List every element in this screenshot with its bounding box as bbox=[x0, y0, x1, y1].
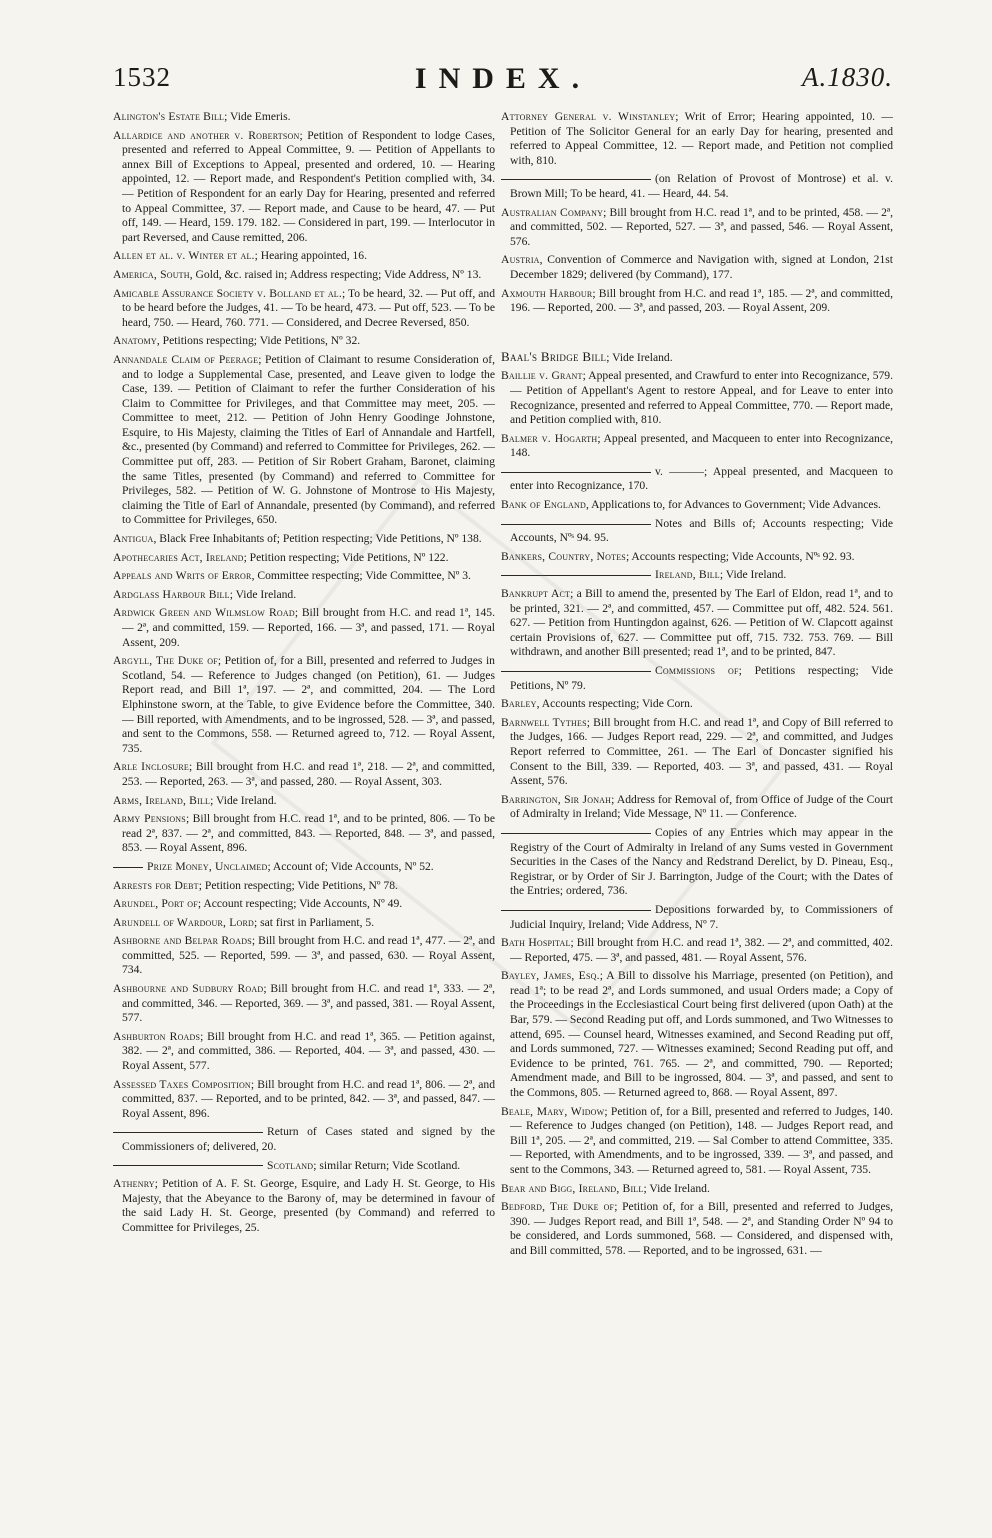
index-entry bbox=[501, 826, 893, 899]
index-entry bbox=[501, 172, 893, 201]
index-columns bbox=[113, 110, 905, 1520]
entry-heading: Alington's Estate Bill bbox=[113, 110, 225, 123]
ditto-rule bbox=[113, 1165, 263, 1166]
index-entry bbox=[113, 760, 495, 789]
index-entry bbox=[113, 794, 495, 809]
entry-text: ; Petition of Respondent to lodge Cases, presented and referred to Appeal Committee, 9. — Petition of Appellants to annex Bill of Exceptions to Appeal, presented and ordered, 10. — Hearing appointed, 12. — Report made, and Respondent's Petition complied with, 34. — Petition of Respondent for an early Day for Hearing, presented and referred to Appeal Committee, 37. — Report made, and Cause to be heard, 47. — Put off, 149. — Heard, 159. 179. 182. — Considered in part, 199. — Interlocutor in part Reversed, and Cause remitted, 206. bbox=[122, 128, 495, 244]
entry-heading: Bank of England bbox=[501, 498, 586, 512]
index-entry bbox=[113, 879, 495, 894]
entry-heading: Ashburton Roads bbox=[113, 1029, 201, 1043]
index-entry bbox=[113, 569, 495, 584]
entry-text: Copies of any Entries which may appear in the Registry of the Court of Admiralty in Ireland of any Sums vested in Government Securities in the Cases of the Nancy and Redstrand Derelict, by D. Pineau, Esq., Registrar, or by Order of Sir J. Barrington, Judge of the Court; with the Dates of the Entries; ordered, 736. bbox=[510, 825, 893, 898]
entry-heading: Scotland bbox=[267, 1158, 314, 1172]
entry-text: ; Vide Ireland. bbox=[606, 350, 673, 364]
entry-heading: Austria bbox=[501, 253, 540, 267]
entry-heading: Amicable Assurance Society v. Bolland et al. bbox=[113, 286, 342, 300]
entry-text: , Gold, &c. raised in; Address respecting; Vide Address, Nº 13. bbox=[189, 267, 482, 281]
index-entry bbox=[113, 1177, 495, 1235]
entry-heading: Commissions of bbox=[655, 664, 739, 677]
entry-text: ; Hearing appointed, 16. bbox=[254, 249, 368, 263]
entry-text: ; A Bill to dissolve his Marriage, presented (on Petition), and read 1ª; to be read 2ª, and Lords summoned, and usual Orders made; a Copy of the Proceedings in the Ecclesiastical Court being first delivered (upon Oath) at the Bar, 579. — Second Reading put off, and Lords summoned, and Two Witnesses to attend, 695. — Counsel heard, Witnesses examined, and Second Reading put off, and Lords summoned, 727. — Witnesses examined; Second Reading put off, and Evidence to be printed, 761. 765. — 2ª, and committed, 790. — Reported; Amendment made, and Bill to be ingrossed, 804. — 3ª, and passed, and sent to the Commons, 805. — Returned agreed to, 868. — Royal Assent, 897. bbox=[510, 969, 893, 1100]
entry-text: ; Accounts respecting; Vide Accounts, Nºˢ 92. 93. bbox=[625, 549, 855, 563]
index-entry bbox=[501, 936, 893, 965]
left-column bbox=[113, 110, 495, 1520]
index-entry bbox=[113, 812, 495, 856]
entry-text: ; Vide Emeris. bbox=[224, 110, 291, 123]
page-number: 1532 bbox=[113, 62, 171, 92]
entry-text: ; Bill brought from H.C. and read 1ª, 365. — Petition against, 382. — 2ª, and committed, 386. — Reported, 404. — 3ª, and passed, 430. — Royal Assent, 577. bbox=[122, 1029, 495, 1073]
entry-text: ; Petition of A. F. St. George, Esquire, and Lady H. St. George, to His Majesty, that the Abeyance to the Barony of, may be determined in favour of the said Lady H. St. George, presented (by Command) and referred to Committee for Privileges, 25. bbox=[122, 1177, 495, 1234]
entry-heading: Bear and Bigg, Ireland, Bill bbox=[501, 1181, 644, 1195]
ditto-rule bbox=[113, 867, 143, 868]
entry-heading: Baillie v. Grant bbox=[501, 369, 583, 383]
entry-heading: Appeals and Writs of Error bbox=[113, 569, 252, 583]
entry-text: ; Bill brought from H.C. and read 1ª, 477. — 2ª, and committed, 525. — Reported, 599. — 3ª, and passed, 630. — Royal Assent, 734. bbox=[122, 934, 495, 977]
entry-text: ; Bill brought from H.C. read 1ª, and to be printed, 458. — 2ª, and committed, 502. — Reported, 527. — 3ª, and passed, 546. — Royal Assent, 576. bbox=[510, 205, 893, 248]
index-entry bbox=[113, 897, 495, 912]
entry-text: Notes and Bills of; Accounts respecting; Vide Accounts, Nºˢ 94. 95. bbox=[510, 516, 893, 545]
page-year: A.1830. bbox=[802, 62, 893, 92]
entry-heading: Allardice and another v. Robertson bbox=[113, 128, 300, 142]
index-entry bbox=[113, 1078, 495, 1122]
entry-text: ; Petitions respecting; Vide Petitions, Nº 79. bbox=[510, 664, 893, 692]
index-entry bbox=[113, 934, 495, 978]
entry-text: , Applications to, for Advances to Government; Vide Advances. bbox=[585, 498, 881, 512]
entry-text: ; Petition of, for a Bill, presented and referred to Judges in Scotland, 54. — Reference to Judges changed (on Petition), 61. — Judges Report read, and Bill 1ª, 197. — 2ª, and committed, 204. — The Lord Elphinstone sworn, at the Table, to give Evidence before the Committee, 340. — Bill reported, with Amendments, and to be ingrossed, 528. — 3ª, and passed, and sent to the Commons, 558. — Returned agreed to, 712. — Royal Assent, 735. bbox=[122, 654, 495, 755]
entry-heading: Barrington, Sir Jonah bbox=[501, 792, 612, 806]
ditto-rule bbox=[501, 179, 651, 180]
index-entry bbox=[501, 350, 893, 366]
entry-heading: Assessed Taxes Composition bbox=[113, 1077, 251, 1091]
entry-text: ; Bill brought from H.C. and read 1ª, 333. — 2ª, and committed, 346. — Reported, 369. — 3ª, and passed, 381. — Royal Assent, 577. bbox=[122, 982, 495, 1025]
index-entry bbox=[501, 1200, 893, 1258]
entry-text: , Convention of Commerce and Navigation with, signed at London, 21st December 1829; delivered (by Command), 177. bbox=[510, 253, 893, 281]
index-entry bbox=[501, 287, 893, 316]
index-entry bbox=[113, 287, 495, 331]
entry-heading: Anatomy bbox=[113, 334, 157, 348]
entry-text: , Black Free Inhabitants of; Petition respecting; Vide Petitions, Nº 138. bbox=[153, 532, 482, 546]
entry-text: v. ———; Appeal presented, and Macqueen to enter into Recognizance, 170. bbox=[510, 464, 893, 493]
entry-heading: Bankrupt Act bbox=[501, 587, 571, 601]
index-entry bbox=[501, 206, 893, 250]
entry-heading: Athenry bbox=[113, 1177, 155, 1191]
index-entry bbox=[501, 253, 893, 282]
entry-text: ; Bill brought from H.C. and read 1ª, 145. — 2ª, and committed, 159. — Reported, 166. — 3ª, and passed, 171. — Royal Assent, 209. bbox=[122, 606, 495, 649]
entry-heading: America, South bbox=[113, 267, 190, 281]
index-entry bbox=[501, 903, 893, 932]
entry-text: ; Address for Removal of, from Office of Judge of the Court of Admiralty in Ireland; Vide Message, Nº 11. — Conference. bbox=[510, 792, 893, 821]
entry-text: , Petitions respecting; Vide Petitions, Nº 32. bbox=[156, 334, 361, 348]
entry-text: ; Writ of Error; Hearing appointed, 10. — Petition of The Solicitor General for an early Day for hearing, presented and referred to Appeal Committee, 12. — Report made, and Petition not complied with, 810. bbox=[510, 110, 893, 167]
entry-heading: Argyll, The Duke of bbox=[113, 654, 218, 668]
entry-heading: Australian Company bbox=[501, 205, 604, 219]
entry-text: ; Petition respecting; Vide Petitions, Nº 78. bbox=[198, 878, 398, 892]
entry-heading: Balmer v. Hogarth bbox=[501, 431, 598, 445]
ditto-rule bbox=[501, 472, 651, 473]
entry-heading: Arle Inclosure bbox=[113, 760, 189, 774]
index-entry bbox=[501, 587, 893, 660]
index-entry bbox=[113, 1159, 495, 1174]
index-entry bbox=[501, 110, 893, 168]
index-entry bbox=[501, 1105, 893, 1178]
entry-text: ; Petition respecting; Vide Petitions, Nº 122. bbox=[243, 550, 449, 564]
index-entry bbox=[113, 1125, 495, 1154]
ditto-rule bbox=[501, 575, 651, 576]
entry-text: ; Bill brought from H.C. read 1ª, and to be printed, 806. — To be read 2ª, 837. — 2ª, and committed, 843. — Reported, 848. — 3ª, and passed, 853. — Royal Assent, 896. bbox=[122, 812, 495, 855]
entry-text: (on Relation of Provost of Montrose) et al. v. Brown Mill; To be heard, 41. — Heard, 44. 54. bbox=[510, 172, 893, 200]
index-entry bbox=[501, 697, 893, 712]
index-entry bbox=[501, 550, 893, 565]
index-entry bbox=[501, 793, 893, 822]
entry-heading: Baal's Bridge Bill bbox=[501, 348, 607, 364]
index-entry bbox=[113, 654, 495, 756]
index-entry bbox=[113, 916, 495, 931]
entry-heading: Antigua bbox=[113, 532, 154, 546]
entry-heading: Ardglass Harbour Bill bbox=[113, 587, 230, 601]
index-entry bbox=[113, 334, 495, 349]
right-column bbox=[501, 110, 893, 1520]
entry-heading: Annandale Claim of Peerage bbox=[113, 352, 259, 366]
entry-heading: Axmouth Harbour bbox=[501, 286, 593, 300]
entry-text: Return of Cases stated and signed by the Commissioners of; delivered, 20. bbox=[122, 1125, 495, 1153]
index-entry bbox=[113, 110, 495, 125]
index-entry bbox=[113, 588, 495, 603]
entry-text: ; sat first in Parliament, 5. bbox=[254, 915, 375, 929]
entry-heading: Prize Money, Unclaimed bbox=[147, 859, 268, 873]
entry-text: ; To be heard, 32. — Put off, and to be heard before the Judges, 41. — To be heard, 473. — Put off, 523. — To be heard, 750. — Heard, 760. 771. — Considered, and Decree Reversed, 850. bbox=[122, 286, 495, 329]
index-entry bbox=[113, 982, 495, 1026]
ditto-rule bbox=[501, 671, 651, 672]
entry-text: ; Appeal presented, and Macqueen to enter into Recognizance, 148. bbox=[510, 431, 893, 460]
entry-heading: Ireland, Bill bbox=[655, 568, 720, 582]
entry-heading: Attorney General v. Winstanley bbox=[501, 110, 676, 123]
index-entry bbox=[113, 268, 495, 283]
page-title: INDEX. bbox=[414, 62, 592, 95]
entry-text: ; Vide Ireland. bbox=[229, 587, 297, 601]
entry-text: ; Account of; Vide Accounts, Nº 52. bbox=[267, 859, 434, 873]
entry-heading: Allen et al. v. Winter et al. bbox=[113, 249, 255, 263]
index-entry bbox=[113, 1030, 495, 1074]
index-entry bbox=[113, 551, 495, 566]
entry-text: ; Bill brought from H.C. and read 1ª, 806. — 2ª, and committed, 837. — Reported, and to be printed, 842. — 3ª, and passed, 847. — Royal Assent, 896. bbox=[122, 1077, 495, 1120]
entry-heading: Bath Hospital bbox=[501, 936, 571, 950]
entry-text: ; Vide Ireland. bbox=[719, 568, 787, 582]
entry-heading: Barley bbox=[501, 697, 537, 711]
index-entry bbox=[501, 369, 893, 427]
entry-text: ; Petition of, for a Bill, presented and referred to Judges, 140. — Reference to Judges changed (on Petition), 148. — Judges Report read, and Bill 1ª, 205. — 2ª, and committed, 219. — Sal Comber to attend Committee, 335. — Reported, with Amendments, and to be ingrossed, 339. — 3ª, and passed, and sent to the Commons, 343. — Returned agreed to, 581. — Royal Assent, 735. bbox=[510, 1104, 893, 1176]
entry-text: ; Bill brought from H.C. and read 1ª, 185. — 2ª, and committed, 196. — Reported, 200. — 3ª, and passed, 203. — Royal Assent, 209. bbox=[510, 286, 893, 315]
entry-heading: Ashbourne and Sudbury Road bbox=[113, 982, 264, 996]
entry-text: ; Appeal presented, and Crawfurd to enter into Recognizance, 579. — Petition of Appellant's Agent to restore Appeal, and for Leave to enter into Recognizance, presented and referred to Appeal Committee, 770. — Report made, and Petition complied with, 810. bbox=[510, 369, 893, 427]
entry-text: ; Vide Ireland. bbox=[643, 1181, 710, 1195]
entry-heading: Bayley, James, Esq. bbox=[501, 969, 600, 983]
index-entry bbox=[113, 860, 495, 875]
index-entry bbox=[501, 969, 893, 1100]
index-entry bbox=[113, 129, 495, 246]
entry-heading: Bankers, Country, Notes bbox=[501, 549, 626, 563]
ditto-rule bbox=[501, 910, 651, 911]
entry-heading: Arms, Ireland, Bill bbox=[113, 793, 211, 807]
entry-text: ; similar Return; Vide Scotland. bbox=[313, 1158, 461, 1172]
index-entry bbox=[501, 716, 893, 789]
index-entry bbox=[113, 249, 495, 264]
entry-heading: Ashborne and Belpar Roads bbox=[113, 934, 252, 948]
page-header bbox=[113, 62, 893, 102]
entry-text: Depositions forwarded by, to Commissioners of Judicial Inquiry, Ireland; Vide Address, Nº 7. bbox=[510, 902, 893, 931]
entry-text: , Accounts respecting; Vide Corn. bbox=[536, 697, 693, 711]
entry-text: , Committee respecting; Vide Committee, Nº 3. bbox=[251, 569, 471, 583]
index-entry bbox=[113, 532, 495, 547]
entry-heading: Bedford, The Duke of bbox=[501, 1200, 615, 1214]
entry-heading: Arundel, Port of bbox=[113, 897, 198, 911]
entry-text: ; Bill brought from H.C. and read 1ª, 218. — 2ª, and committed, 253. — Reported, 263. — 3ª, and passed, 280. — Royal Assent, 303. bbox=[122, 760, 495, 788]
entry-heading: Army Pensions bbox=[113, 812, 186, 826]
entry-text: ; Bill brought from H.C. and read 1ª, 382. — 2ª, and committed, 402. — Reported, 475. — 3ª, and passed, 481. — Royal Assent, 576. bbox=[510, 936, 893, 964]
ditto-rule bbox=[113, 1132, 263, 1133]
index-entry bbox=[501, 1182, 893, 1197]
index-entry bbox=[501, 498, 893, 513]
entry-heading: Apothecaries Act, Ireland bbox=[113, 550, 244, 564]
entry-heading: Barnwell Tythes bbox=[501, 715, 587, 729]
index-entry bbox=[501, 568, 893, 583]
index-entry bbox=[501, 432, 893, 461]
entry-text: ; Petition of Claimant to resume Consideration of, and to lodge a Supplemental Case, presented, and Leave given to lodge the Case, 139. — Petition of Claimant to refer the further Consideration of his Claim to Committee for Privileges, and that Committee may meet, 205. — Committee to meet, 212. — Petition of John Henry Goodinge Johnstone, Esquire, to His Majesty, claiming the Titles of Earl of Annandale and Hartfell, &c., presented (by Command) and referred to Committee for Privileges, 262. — Committee put off, 283. — Petition of Sir Robert Graham, Baronet, claiming the same Titles, presented (by Command) and referred to Committee for Privileges, 582. — Petition of W. G. Johnstone of Montrose to His Majesty, claiming the Title of Earl of Annandale, presented (by Command), and referred to Committee for Privileges, 650. bbox=[122, 352, 495, 527]
entry-heading: Arundell of Wardour, Lord bbox=[113, 915, 255, 929]
entry-text: ; Petition of, for a Bill, presented and referred to Judges, 390. — Judges Report read, and Bill 1ª, 548. — 2ª, and Standing Order Nº 94 to be considered, and Lords summoned, 568. — Considered, and dispensed with, and Bill committed, 578. — Reported, and to be ingrossed, 631. — bbox=[510, 1200, 893, 1257]
entry-text: ; Bill brought from H.C. and read 1ª, and Copy of Bill referred to the Judges, 166. — Judges Report read, 229. — 2ª, and committed, and Judges Report referred to Committee, 261. — The Earl of Doncaster signified his Consent to the Bill, 339. — Reported, 403. — 3ª, and passed, 431. — Royal Assent, 576. bbox=[510, 715, 893, 788]
index-entry bbox=[501, 465, 893, 494]
entry-heading: Ardwick Green and Wilmslow Road bbox=[113, 606, 295, 620]
ditto-rule bbox=[501, 524, 651, 525]
ditto-rule bbox=[501, 833, 651, 834]
entry-heading: Arrests for Debt bbox=[113, 878, 199, 892]
entry-text: ; Account respecting; Vide Accounts, Nº 49. bbox=[197, 897, 403, 911]
entry-heading: Beale, Mary, Widow bbox=[501, 1104, 605, 1118]
index-entry bbox=[113, 606, 495, 650]
index-entry bbox=[501, 664, 893, 693]
entry-text: ; a Bill to amend the, presented by The Earl of Eldon, read 1ª, and to be printed, 321. — 2ª, and committed, 457. — Committee put off, 482. 524. 561. 627. — Petition from Huntingdon against, 626. — Petition of W. Clapcott against certain Provisions of, 627. — Committee put off, 715. 732. 753. 769. — Bill withdrawn, and another Bill presented; read 1ª, and to be printed, 847. bbox=[510, 587, 893, 659]
index-entry bbox=[501, 517, 893, 546]
index-entry bbox=[113, 353, 495, 528]
entry-text: ; Vide Ireland. bbox=[210, 793, 277, 807]
